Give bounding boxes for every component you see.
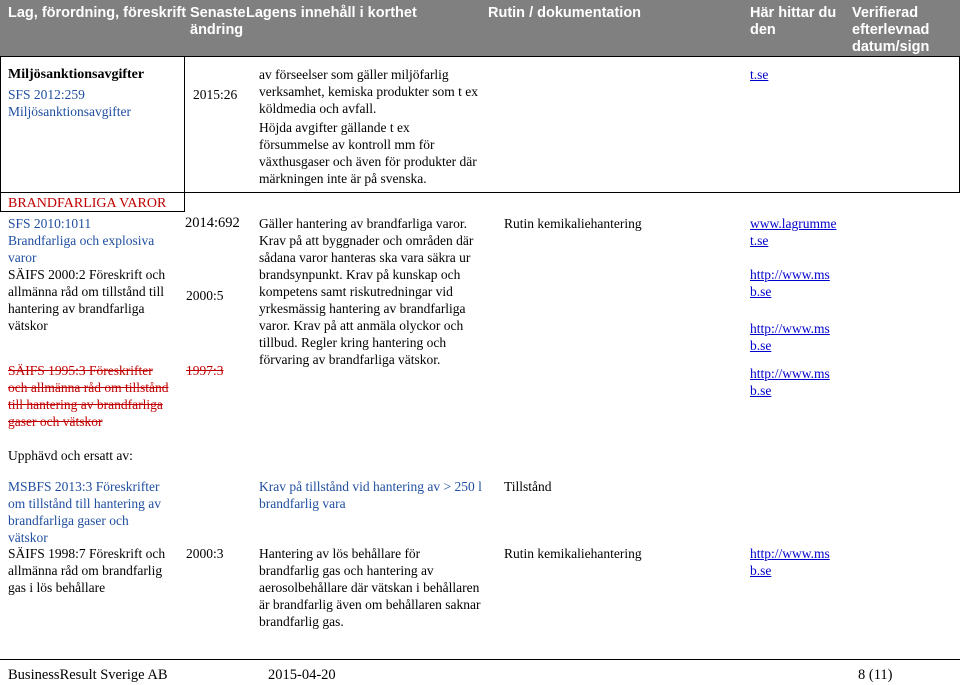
footer-rule [0,659,960,660]
header-routine: Rutin / dokumentation [488,5,642,21]
law-title: Miljösanktionsavgifter [8,67,145,82]
change-date: 2014:692 [185,215,240,231]
table-border [0,56,960,57]
table-header [0,0,960,56]
content-line: märkningen inte är på svenska. [259,171,427,186]
section-title: BRANDFARLIGA VAROR [8,196,167,211]
repealed-date: 1997:3 [186,363,224,378]
repealed-law: gaser och vätskor [8,414,103,429]
source-link[interactable]: b.se [750,284,772,299]
content-line: köldmedia och avfall. [259,101,377,116]
law-reference: allmänna råd om brandfarlig [8,563,163,578]
header-latest-change-1: Senaste [190,5,246,21]
content-line: förvaring av brandfarliga vätskor. [259,352,441,367]
table-border [0,211,184,212]
content-line: Höjda avgifter gällande t ex [259,120,410,135]
law-reference: allmänna råd om tillstånd till [8,284,164,299]
law-reference: Brandfarliga och explosiva [8,233,155,248]
table-border [0,56,1,192]
content-line: Krav på tillstånd vid hantering av > 250 l [259,479,482,494]
header-where-1: Här hittar du [750,5,837,21]
content-line: brandsynpunkt. Krav på kunskap och [259,267,461,282]
content-line: verksamhet, kemiska produkter som t ex [259,84,478,99]
law-reference: SÄIFS 1998:7 Föreskrift och [8,546,166,561]
source-link[interactable]: http://www.ms [750,366,830,381]
header-verified-1: Verifierad [852,5,919,21]
content-line: varor. Krav på att anmäla olyckor och [259,318,464,333]
change-date: 2000:3 [186,546,224,561]
header-verified-2: efterlevnad [852,22,930,38]
law-reference: MSBFS 2013:3 Föreskrifter [8,479,160,494]
content-line: växthusgaser och även för produkter där [259,154,477,169]
source-link[interactable]: b.se [750,383,772,398]
footer-date: 2015-04-20 [268,667,336,683]
header-verified-3: datum/sign [852,39,930,55]
content-line: brandfarlig gas. [259,614,344,629]
source-link[interactable]: http://www.ms [750,546,830,561]
law-reference: SÄIFS 2000:2 Föreskrift och [8,267,166,282]
content-line: tillbud. Regler kring hantering och [259,335,447,350]
source-link[interactable]: t.se [750,233,769,248]
header-latest-change-2: ändring [190,22,244,38]
source-link[interactable]: t.se [750,67,769,82]
content-line: brandfarlig gas och hantering av [259,563,434,578]
header-law: Lag, förordning, föreskrift [8,5,187,21]
law-reference: gas i lös behållare [8,580,106,595]
source-link[interactable]: http://www.ms [750,267,830,282]
law-reference: brandfarliga gaser och [8,513,129,528]
table-border [184,192,185,212]
law-reference: vätskor [8,530,48,545]
header-where-2: den [750,22,776,38]
law-reference: SFS 2012:259 [8,87,85,102]
content-line: aerosolbehållare där vätskan i behållaren [259,580,480,595]
repealed-law: till hantering av brandfarliga [8,397,163,412]
repealed-law: och allmänna råd om tillstånd [8,380,169,395]
law-reference: hantering av brandfarliga [8,301,145,316]
header-content: Lagens innehåll i korthet [246,5,417,21]
law-reference: om tillstånd till hantering av [8,496,161,511]
content-line: Gäller hantering av brandfarliga varor. [259,216,468,231]
law-reference: SFS 2010:1011 [8,216,92,231]
content-line: yrkesmässig hantering av brandfarliga [259,301,466,316]
law-reference: varor [8,250,37,265]
table-border [184,56,185,192]
table-border [0,192,960,193]
repealed-law: SÄIFS 1995:3 Föreskrifter [8,363,153,378]
source-link[interactable]: http://www.ms [750,321,830,336]
source-link[interactable]: b.se [750,338,772,353]
source-link[interactable]: www.lagrumme [750,216,837,231]
source-link[interactable]: b.se [750,563,772,578]
content-line: Krav på att byggnader och områden där [259,233,474,248]
content-line: är brandfarlig även om behållaren saknar [259,597,481,612]
table-border [0,192,1,212]
change-date: 2000:5 [186,288,224,303]
routine: Rutin kemikaliehantering [504,216,642,231]
law-reference: vätskor [8,318,48,333]
page-number: 8 (11) [858,667,893,683]
routine: Tillstånd [504,479,552,494]
content-line: Hantering av lös behållare för [259,546,421,561]
routine: Rutin kemikaliehantering [504,546,642,561]
footer-company: BusinessResult Sverige AB [8,667,168,683]
content-line: kompetens samt riskutredningar vid [259,284,453,299]
repealed-label: Upphävd och ersatt av: [8,448,133,463]
change-date: 2015:26 [193,87,238,102]
content-line: sådana varor hanteras ska vara säkra ur [259,250,471,265]
law-reference: Miljösanktionsavgifter [8,104,131,119]
content-line: brandfarlig vara [259,496,346,511]
content-line: försummelse av kontroll mm för [259,137,435,152]
content-line: av förseelser som gäller miljöfarlig [259,67,449,82]
